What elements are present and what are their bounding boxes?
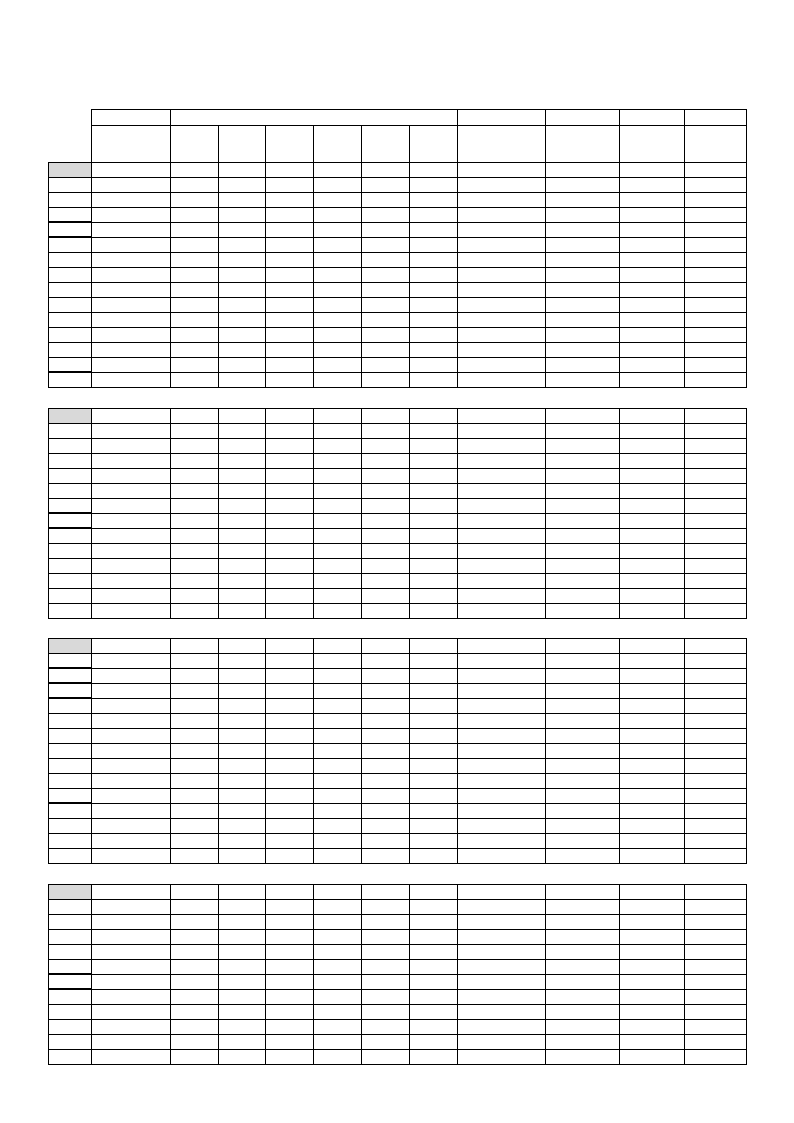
- table-row-line: [48, 1019, 747, 1020]
- header-sub-cell: [545, 125, 620, 163]
- table-col-line: [409, 162, 410, 388]
- table-row-line: [48, 588, 747, 589]
- row-label-thick-line: [48, 682, 92, 684]
- table-col-line: [170, 162, 171, 388]
- table-col-line: [545, 884, 546, 1065]
- header-top-cell: [457, 109, 546, 126]
- table-row-line: [48, 914, 747, 915]
- table-row-line: [48, 788, 747, 789]
- table-row-line: [48, 177, 747, 178]
- table-col-line: [457, 162, 458, 388]
- table-row-line: [48, 683, 747, 684]
- table-col-line: [361, 884, 362, 1065]
- header-sub-cell: [91, 125, 171, 163]
- table-row-line: [48, 929, 747, 930]
- row-label-shaded: [49, 409, 91, 423]
- table-col-line: [457, 884, 458, 1065]
- table-col-line: [265, 408, 266, 619]
- table-col-line: [409, 884, 410, 1065]
- header-sub-label: [92, 126, 170, 128]
- header-top-cell: [684, 109, 747, 126]
- table-row-line: [48, 818, 747, 819]
- table-col-line: [409, 638, 410, 864]
- table-col-line: [170, 408, 171, 619]
- table-row-line: [48, 267, 747, 268]
- header-sub-label: [410, 126, 457, 128]
- table-row-line: [48, 357, 747, 358]
- table-col-line: [313, 162, 314, 388]
- table-row-line: [48, 728, 747, 729]
- row-label-shaded: [49, 639, 91, 653]
- table-col-line: [545, 408, 546, 619]
- table-row-line: [48, 959, 747, 960]
- table-row-line: [48, 342, 747, 343]
- table-row-line: [48, 327, 747, 328]
- header-sub-cell: [409, 125, 458, 163]
- header-sub-cell: [170, 125, 219, 163]
- header-top-cell: [91, 109, 171, 126]
- header-sub-label: [546, 126, 619, 128]
- row-label-thick-line: [48, 221, 92, 223]
- table-col-line: [619, 162, 620, 388]
- table-row-line: [48, 713, 747, 714]
- table-row-line: [48, 222, 747, 223]
- table-col-line: [457, 408, 458, 619]
- row-label-thick-line: [48, 527, 92, 529]
- row-label-thick-line: [48, 697, 92, 699]
- table-col-line: [218, 884, 219, 1065]
- row-label-shaded: [49, 163, 91, 177]
- table-row-line: [48, 372, 747, 373]
- table-col-line: [684, 162, 685, 388]
- table-col-line: [265, 638, 266, 864]
- row-label-thick-line: [48, 973, 92, 975]
- table-row-line: [48, 483, 747, 484]
- table-row-line: [48, 513, 747, 514]
- row-label-thick-line: [48, 988, 92, 990]
- table-col-line: [313, 638, 314, 864]
- table-row-line: [48, 1004, 747, 1005]
- table-col-line: [684, 884, 685, 1065]
- header-top-label: [685, 110, 746, 112]
- row-label-thick-line: [48, 236, 92, 238]
- row-label-shaded: [49, 885, 91, 899]
- table-col-line: [619, 884, 620, 1065]
- table-row-line: [48, 833, 747, 834]
- header-sub-label: [362, 126, 409, 128]
- table-row-line: [48, 192, 747, 193]
- header-sub-cell: [313, 125, 362, 163]
- table-row-line: [48, 668, 747, 669]
- table-row-line: [48, 312, 747, 313]
- header-sub-label: [171, 126, 218, 128]
- header-top-label: [458, 110, 545, 112]
- header-sub-cell: [457, 125, 546, 163]
- header-sub-label: [314, 126, 361, 128]
- table-col-line: [409, 408, 410, 619]
- table-col-line: [265, 884, 266, 1065]
- table-section: [48, 162, 747, 388]
- table-col-line: [545, 638, 546, 864]
- header-sub-label: [266, 126, 313, 128]
- table-row-line: [48, 237, 747, 238]
- header-top-cell: [545, 109, 620, 126]
- table-row-line: [48, 528, 747, 529]
- table-row-line: [48, 558, 747, 559]
- header-sub-cell: [361, 125, 410, 163]
- table-row-line: [48, 848, 747, 849]
- table-col-line: [545, 162, 546, 388]
- header-sub-label: [685, 126, 746, 128]
- header-top-label: [620, 110, 684, 112]
- header-sub-label: [458, 126, 545, 128]
- table-row-line: [48, 653, 747, 654]
- header-top-cell: [170, 109, 458, 126]
- header-sub-cell: [218, 125, 266, 163]
- table-col-line: [619, 638, 620, 864]
- header-sub-label: [620, 126, 684, 128]
- table-row-line: [48, 803, 747, 804]
- table-col-line: [361, 162, 362, 388]
- table-col-line: [313, 884, 314, 1065]
- table-row-line: [48, 758, 747, 759]
- table-col-line: [457, 638, 458, 864]
- table-row-line: [48, 252, 747, 253]
- table-col-line: [170, 638, 171, 864]
- header-top-label: [171, 110, 457, 112]
- header-top-cell: [619, 109, 685, 126]
- table-row-line: [48, 438, 747, 439]
- table-col-line: [361, 408, 362, 619]
- table-col-line: [91, 162, 92, 388]
- table-col-line: [170, 884, 171, 1065]
- table-row-line: [48, 543, 747, 544]
- table-row-line: [48, 207, 747, 208]
- table-row-line: [48, 743, 747, 744]
- table-row-line: [48, 453, 747, 454]
- table-row-line: [48, 282, 747, 283]
- table-row-line: [48, 297, 747, 298]
- table-row-line: [48, 944, 747, 945]
- table-col-line: [684, 638, 685, 864]
- table-row-line: [48, 1049, 747, 1050]
- table-section: [48, 638, 747, 864]
- header-sub-cell: [265, 125, 314, 163]
- table-col-line: [265, 162, 266, 388]
- row-label-thick-line: [48, 371, 92, 373]
- table-col-line: [218, 408, 219, 619]
- table-col-line: [91, 638, 92, 864]
- table-row-line: [48, 773, 747, 774]
- table-row-line: [48, 899, 747, 900]
- table-row-line: [48, 423, 747, 424]
- table-col-line: [684, 408, 685, 619]
- row-label-thick-line: [48, 512, 92, 514]
- table-row-line: [48, 698, 747, 699]
- table-row-line: [48, 468, 747, 469]
- header-sub-cell: [619, 125, 685, 163]
- header-top-label: [92, 110, 170, 112]
- table-col-line: [218, 638, 219, 864]
- table-col-line: [313, 408, 314, 619]
- table-col-line: [361, 638, 362, 864]
- table-row-line: [48, 603, 747, 604]
- header-top-label: [546, 110, 619, 112]
- table-row-line: [48, 1034, 747, 1035]
- header-sub-cell: [684, 125, 747, 163]
- row-label-thick-line: [48, 667, 92, 669]
- table-col-line: [218, 162, 219, 388]
- header-sub-label: [219, 126, 265, 128]
- table-row-line: [48, 573, 747, 574]
- table-col-line: [619, 408, 620, 619]
- table-row-line: [48, 498, 747, 499]
- table-row-line: [48, 989, 747, 990]
- table-row-line: [48, 974, 747, 975]
- row-label-thick-line: [48, 802, 92, 804]
